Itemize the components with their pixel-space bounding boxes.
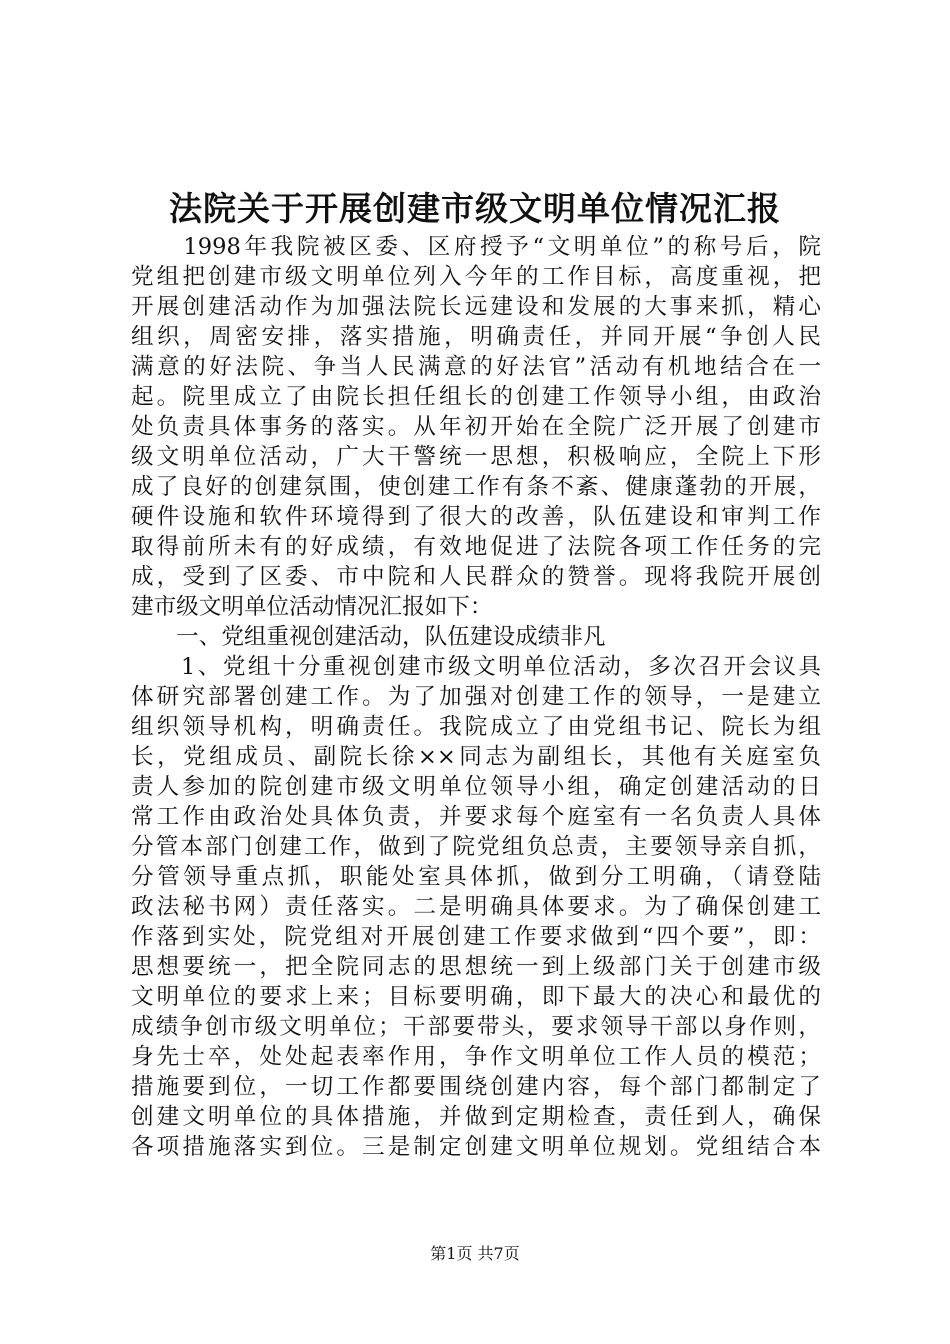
body-line: 成了良好的创建氛围，使创建工作有条不紊、健康蓬勃的开展， bbox=[131, 474, 821, 500]
body-line: 思想要统一，把全院同志的思想统一到上级部门关于创建市级 bbox=[131, 954, 821, 980]
body-line: 责人参加的院创建市级文明单位领导小组，确定创建活动的日 bbox=[131, 774, 821, 800]
body-line: 起。院里成立了由院长担任组长的创建工作领导小组，由政治 bbox=[131, 384, 821, 410]
body-line: 体研究部署创建工作。为了加强对创建工作的领导，一是建立 bbox=[131, 684, 821, 710]
body-line: 文明单位的要求上来；目标要明确，即下最大的决心和最优的 bbox=[131, 984, 821, 1010]
body-line: 建市级文明单位活动情况汇报如下： bbox=[131, 594, 493, 620]
body-line: 级文明单位活动，广大干警统一思想，积极响应，全院上下形 bbox=[131, 444, 821, 470]
body-line: 各项措施落实到位。三是制定创建文明单位规划。党组结合本 bbox=[131, 1134, 821, 1160]
body-line: 成，受到了区委、市中院和人民群众的赞誉。现将我院开展创 bbox=[131, 564, 821, 590]
body-line: 满意的好法院、争当人民满意的好法官”活动有机地结合在一 bbox=[131, 354, 821, 380]
body-line: 1998年我院被区委、区府授予“文明单位”的称号后，院 bbox=[131, 234, 821, 260]
body-line: 创建文明单位的具体措施，并做到定期检查，责任到人，确保 bbox=[131, 1104, 821, 1130]
body-line: 分管领导重点抓，职能处室具体抓，做到分工明确，（请登陆 bbox=[131, 864, 821, 890]
body-line: 常工作由政治处具体负责，并要求每个庭室有一名负责人具体 bbox=[131, 804, 821, 830]
body-line: 一、党组重视创建活动，队伍建设成绩非凡 bbox=[131, 624, 606, 650]
body-line: 分管本部门创建工作，做到了院党组负总责，主要领导亲自抓， bbox=[131, 834, 821, 860]
body-line: 开展创建活动作为加强法院长远建设和发展的大事来抓，精心 bbox=[131, 294, 821, 320]
document-body bbox=[131, 232, 821, 1162]
body-line: 取得前所未有的好成绩，有效地促进了法院各项工作任务的完 bbox=[131, 534, 821, 560]
document-title: 法院关于开展创建市级文明单位情况汇报 bbox=[169, 189, 781, 228]
body-line: 长，党组成员、副院长徐××同志为副组长，其他有关庭室负 bbox=[131, 744, 821, 770]
body-line: 组织，周密安排，落实措施，明确责任，并同开展“争创人民 bbox=[131, 324, 821, 350]
body-line: 成绩争创市级文明单位；干部要带头，要求领导干部以身作则， bbox=[131, 1014, 821, 1040]
body-line: 政法秘书网）责任落实。二是明确具体要求。为了确保创建工 bbox=[131, 894, 821, 920]
body-line: 作落到实处，院党组对开展创建工作要求做到“四个要”，即： bbox=[131, 924, 821, 950]
body-line: 处负责具体事务的落实。从年初开始在全院广泛开展了创建市 bbox=[131, 414, 821, 440]
body-line: 组织领导机构，明确责任。我院成立了由党组书记、院长为组 bbox=[131, 714, 821, 740]
body-line: 1、党组十分重视创建市级文明单位活动，多次召开会议具 bbox=[131, 654, 821, 680]
body-line: 措施要到位，一切工作都要围绕创建内容，每个部门都制定了 bbox=[131, 1074, 821, 1100]
body-line: 硬件设施和软件环境得到了很大的改善，队伍建设和审判工作 bbox=[131, 504, 821, 530]
page-footer: 第1页 共7页 bbox=[430, 1244, 520, 1263]
body-line: 身先士卒，处处起表率作用，争作文明单位工作人员的模范； bbox=[131, 1044, 821, 1070]
body-line: 党组把创建市级文明单位列入今年的工作目标，高度重视，把 bbox=[131, 264, 821, 290]
